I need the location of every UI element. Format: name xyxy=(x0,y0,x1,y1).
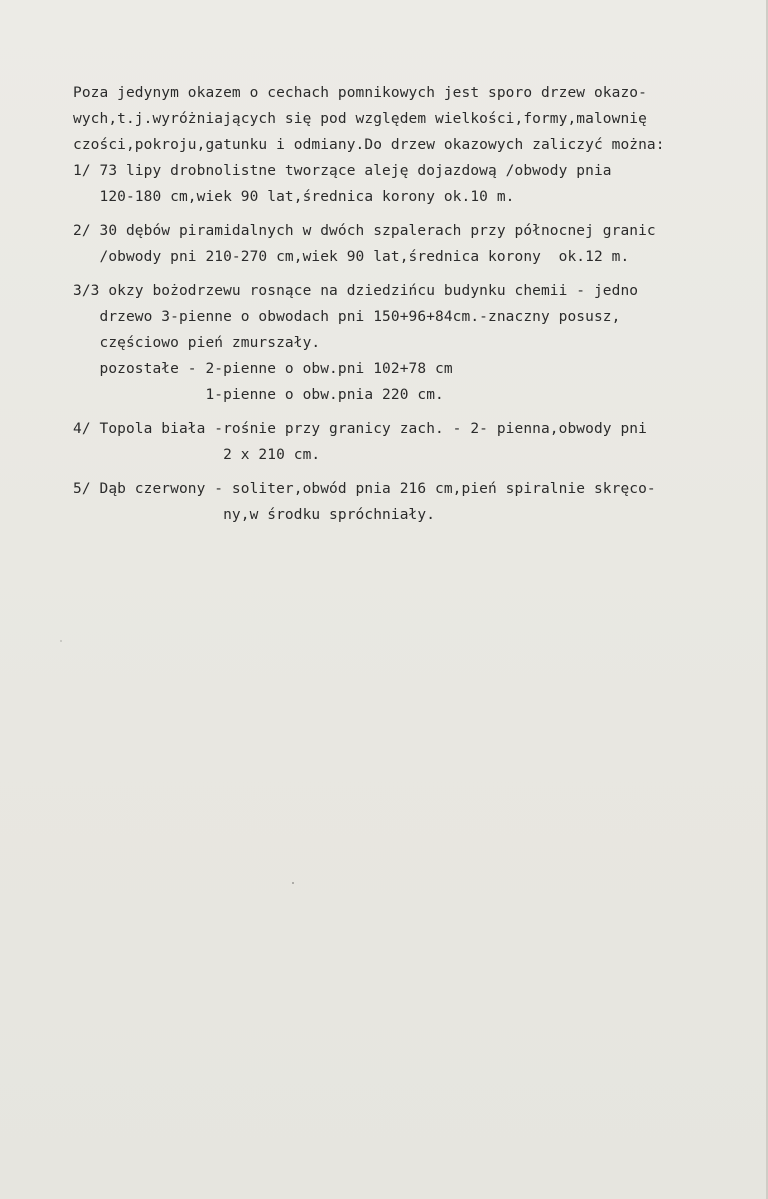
item-3-line: pozostałe - 2-pienne o obw.pni 102+78 cm xyxy=(73,361,453,377)
item-5-line: ny,w środku spróchniały. xyxy=(73,507,436,523)
intro-line: Poza jedynym okazem o cechach pomnikowych jest sporo drzew okazo- xyxy=(73,85,647,101)
item-3-line: 3/3 okzy bożodrzewu rosnące na dziedzińcu budynku chemii - jedno xyxy=(73,283,639,299)
item-3-line: drzewo 3-pienne o obwodach pni 150+96+84cm.-znaczny posusz, xyxy=(73,309,621,325)
intro-line: wych,t.j.wyróżniających się pod względem wielkości,formy,malownię xyxy=(73,111,647,127)
item-4-line: 2 x 210 cm. xyxy=(73,447,321,463)
item-2-line: /obwody pni 210-270 cm,wiek 90 lat,średnica korony ok.12 m. xyxy=(73,249,630,265)
item-5-line: 5/ Dąb czerwony - soliter,obwód pnia 216 cm,pień spiralnie skręco- xyxy=(73,481,656,497)
item-1-line: 120-180 cm,wiek 90 lat,średnica korony ok.10 m. xyxy=(73,189,515,205)
typed-text-body xyxy=(73,80,763,528)
item-1-line: 1/ 73 lipy drobnolistne tworzące aleję dojazdową /obwody pnia xyxy=(73,163,612,179)
item-4-line: 4/ Topola biała -rośnie przy granicy zach. - 2- pienna,obwody pni xyxy=(73,421,647,437)
paper-speck xyxy=(60,640,62,642)
item-3-line: 1-pienne o obw.pnia 220 cm. xyxy=(73,387,444,403)
paper-speck xyxy=(292,882,294,884)
item-3-line: częściowo pień zmurszały. xyxy=(73,335,321,351)
item-2-line: 2/ 30 dębów piramidalnych w dwóch szpalerach przy północnej granic xyxy=(73,223,656,239)
intro-line: czości,pokroju,gatunku i odmiany.Do drzew okazowych zaliczyć można: xyxy=(73,137,665,153)
